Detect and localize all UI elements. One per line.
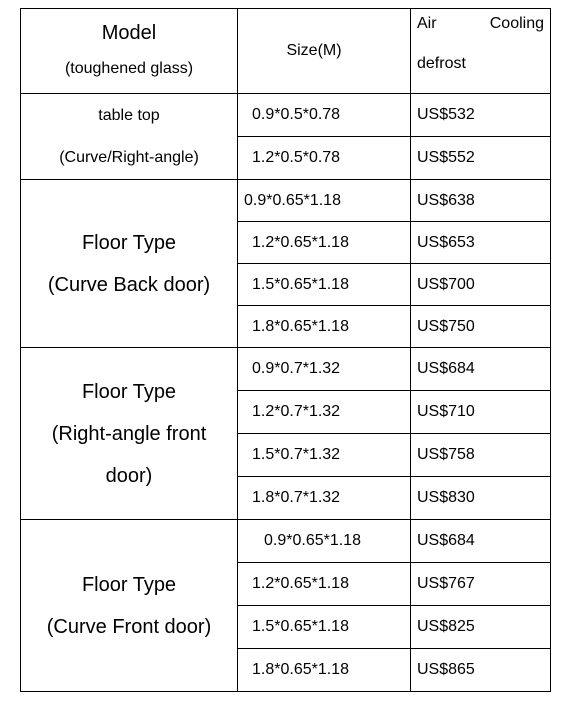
price-cell: US$653 — [411, 222, 551, 264]
size-cell: 0.9*0.65*1.18 — [238, 180, 411, 222]
model-line: Floor Type — [81, 573, 177, 596]
header-row — [21, 9, 551, 94]
model-cell-floor-curve-back — [21, 180, 238, 348]
size-cell: 1.2*0.65*1.18 — [238, 563, 411, 606]
price-cell: US$825 — [411, 606, 551, 649]
model-cell-floor-curve-front — [21, 520, 238, 692]
price-cell: US$750 — [411, 306, 551, 348]
model-line: (Curve Back door) — [47, 273, 211, 296]
size-cell: 1.2*0.65*1.18 — [238, 222, 411, 264]
header-model-title: Model — [101, 22, 157, 44]
price-cell: US$638 — [411, 180, 551, 222]
table-row — [21, 180, 551, 222]
price-cell: US$684 — [411, 520, 551, 563]
price-cell: US$830 — [411, 477, 551, 520]
model-cell-table-top — [21, 94, 238, 180]
size-cell: 1.5*0.65*1.18 — [238, 264, 411, 306]
model-line: door) — [105, 464, 153, 487]
size-cell: 1.8*0.7*1.32 — [238, 477, 411, 520]
price-cell: US$684 — [411, 348, 551, 391]
table-row — [21, 520, 551, 563]
header-cooling-word: Cooling — [489, 15, 544, 32]
model-line: (Curve Front door) — [46, 615, 212, 638]
size-cell: 1.2*0.7*1.32 — [238, 391, 411, 434]
header-model-subtitle: (toughened glass) — [64, 60, 194, 77]
size-cell: 1.8*0.65*1.18 — [238, 649, 411, 692]
size-cell: 0.9*0.65*1.18 — [238, 520, 411, 563]
header-defrost-word: defrost — [417, 55, 466, 72]
table-row — [21, 94, 551, 137]
model-line: Floor Type — [81, 231, 177, 254]
price-cell: US$552 — [411, 137, 551, 180]
price-cell: US$532 — [411, 94, 551, 137]
header-air-word: Air — [417, 15, 437, 32]
size-cell: 1.5*0.65*1.18 — [238, 606, 411, 649]
model-line: table top — [98, 106, 160, 124]
price-table — [20, 8, 551, 692]
price-cell: US$700 — [411, 264, 551, 306]
model-line: (Curve/Right-angle) — [59, 148, 199, 166]
size-cell: 0.9*0.7*1.32 — [238, 348, 411, 391]
header-model-cell — [21, 9, 238, 94]
price-cell: US$865 — [411, 649, 551, 692]
model-line: Floor Type — [81, 380, 177, 403]
model-line: (Right-angle front — [51, 422, 207, 445]
header-size-cell: Size(M) — [238, 9, 411, 94]
size-cell: 1.2*0.5*0.78 — [238, 137, 411, 180]
size-cell: 0.9*0.5*0.78 — [238, 94, 411, 137]
size-cell: 1.5*0.7*1.32 — [238, 434, 411, 477]
price-cell: US$767 — [411, 563, 551, 606]
header-air-cooling-cell — [411, 9, 551, 94]
model-cell-floor-right-angle-front — [21, 348, 238, 520]
size-cell: 1.8*0.65*1.18 — [238, 306, 411, 348]
table-row — [21, 348, 551, 391]
price-cell: US$758 — [411, 434, 551, 477]
price-cell: US$710 — [411, 391, 551, 434]
